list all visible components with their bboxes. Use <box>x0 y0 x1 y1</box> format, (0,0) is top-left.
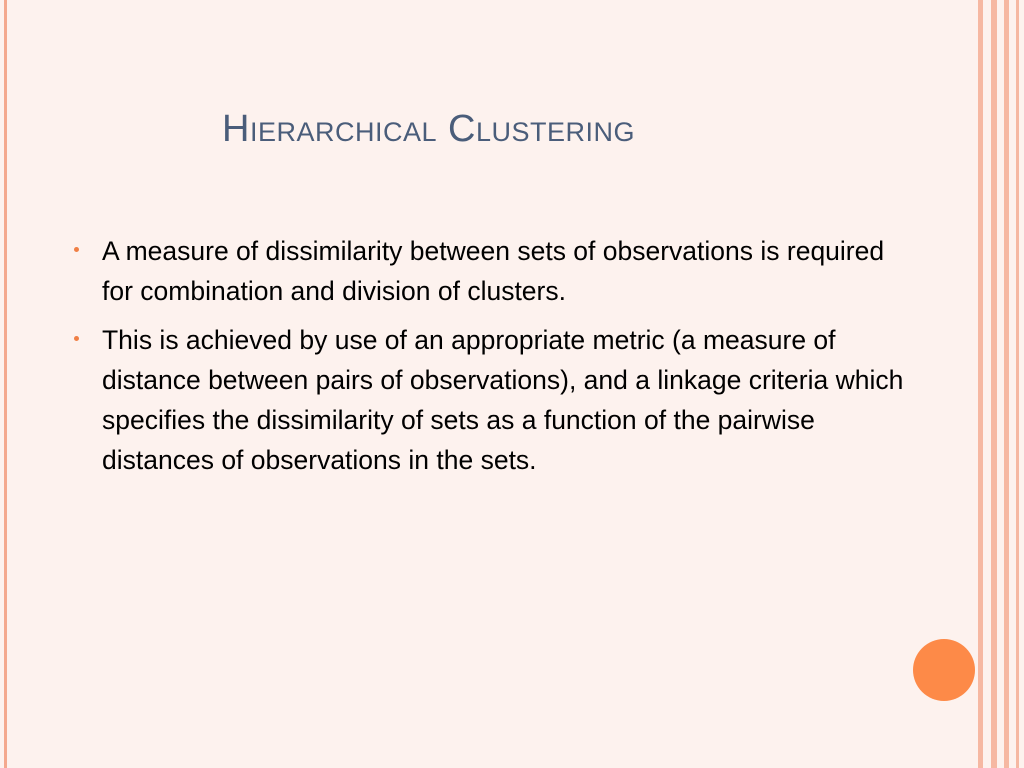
slide-title: Hierarchical Clustering <box>222 108 636 150</box>
orange-circle-decoration <box>913 639 975 701</box>
bullet-dot-icon <box>74 247 79 252</box>
bullet-dot-icon <box>74 336 79 341</box>
bullet-list <box>74 231 914 489</box>
decorative-stripe <box>991 0 997 768</box>
right-decorative-stripes <box>978 0 1024 768</box>
left-border-rule <box>4 0 7 768</box>
bullet-text: A measure of dissimilarity between sets of observations is required for combination and division of clusters. <box>102 236 885 306</box>
decorative-stripe <box>1016 0 1019 768</box>
bullet-item <box>74 231 914 311</box>
decorative-stripe <box>978 0 983 768</box>
decorative-stripe <box>1004 0 1009 768</box>
bullet-text: This is achieved by use of an appropriate metric (a measure of distance between pairs of observations), and a linkage criteria which specifies the dissimilarity of sets as a function of the pairwise distances of observations in the sets. <box>102 325 904 475</box>
bullet-item <box>74 320 914 480</box>
